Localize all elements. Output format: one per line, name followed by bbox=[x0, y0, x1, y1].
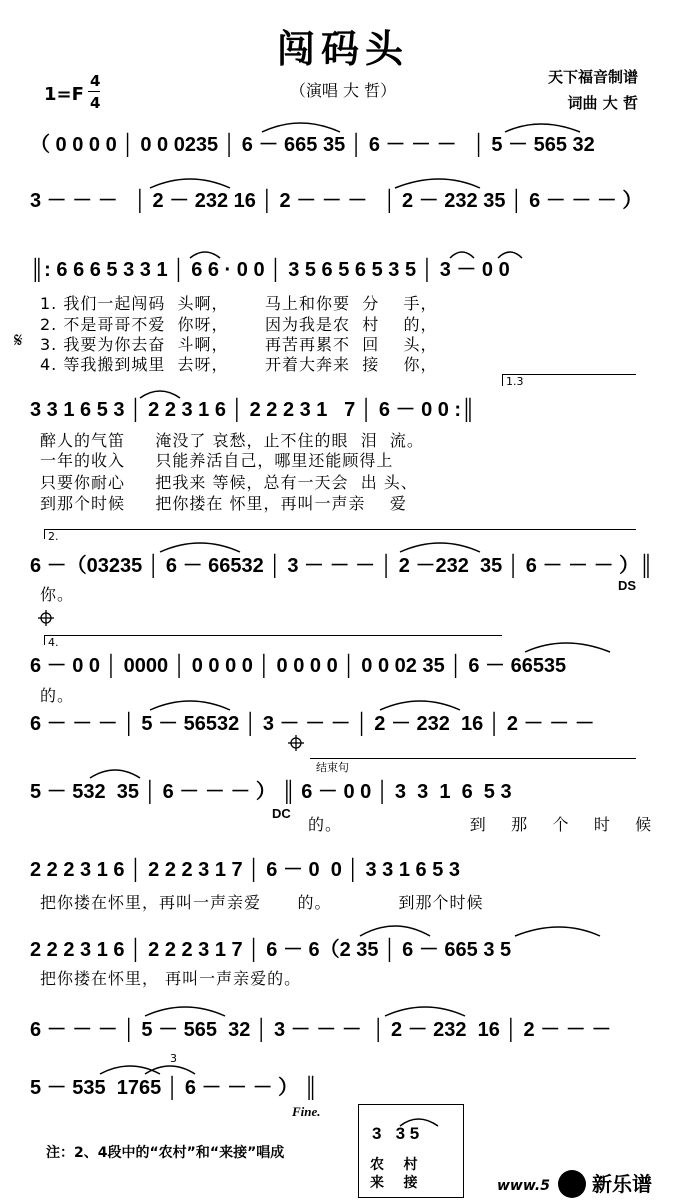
score-line-2: 3 － － － │ 2 － 232 16 │ 2 － － － │ 2 － 232 35 │ 6 － － － ） bbox=[30, 189, 643, 212]
performer-credit: （演唱 大 哲） bbox=[289, 81, 397, 100]
key-signature: 1=F bbox=[44, 84, 84, 105]
footnote-box-slur bbox=[396, 1112, 446, 1130]
verse-3-lyrics: 3. 我要为你去奋 斗啊， 再苦再累不 回 头， bbox=[40, 335, 438, 354]
meter-bottom: 4 bbox=[90, 94, 101, 112]
meter-top: 4 bbox=[90, 72, 101, 90]
score-line-5: 6 －（03235 │ 6 － 66532 │ 3 － － － │ 2 －232 35 │ 6 － － － ）║ bbox=[30, 554, 654, 577]
vinyl-icon bbox=[558, 1170, 586, 1198]
da-capo-mark: DC bbox=[272, 806, 291, 821]
verse-4-lyrics: 4. 等我搬到城里 去呀， 开着大奔来 接 你， bbox=[40, 355, 438, 374]
slurs-line-2 bbox=[0, 166, 686, 196]
composer-credit: 词曲 大 哲 bbox=[567, 94, 638, 112]
meter-divider bbox=[88, 91, 100, 92]
score-line-8: 5 － 532 35 │ 6 － － － ） ║ 6 － 0 0 │ 3 3 1 6 5 3 bbox=[30, 780, 512, 803]
score-line-7: 6 － － － │ 5 － 56532 │ 3 － － － │ 2 － 232 16 │ 2 － － － bbox=[30, 712, 595, 735]
song-title: 闯码头 bbox=[276, 27, 409, 71]
score-line-3: ║: 6 6 6 5 3 3 1 │ 6 6 · 0 0 │ 3 5 6 5 6 5 3 5 │ 3 － 0 0 bbox=[30, 258, 510, 281]
slurs-line-3 bbox=[0, 236, 686, 266]
coda-icon bbox=[38, 610, 54, 626]
volta-4-label: 4. bbox=[48, 636, 59, 649]
site-logo-text: 新乐谱 bbox=[592, 1172, 652, 1196]
slurs-line-12 bbox=[0, 1050, 686, 1080]
footnote-box-line2: 来 接 bbox=[370, 1175, 418, 1191]
lyric-line-10: 把你搂在怀里， 再叫一声亲爱的。 bbox=[40, 969, 302, 988]
score-line-12: 5 － 535 1765 │ 6 － － － ） ║ bbox=[30, 1076, 318, 1099]
coda-icon-2 bbox=[288, 735, 304, 751]
slurs-line-4 bbox=[0, 376, 686, 406]
footnote-text: 注：2、4段中的“农村”和“来接”唱成 bbox=[46, 1145, 285, 1161]
score-line-11: 6 － － － │ 5 － 565 32 │ 3 － － － │ 2 － 232 16 │ 2 － － － bbox=[30, 1018, 612, 1041]
lyric-line-8: 的。 到 那 个 时 候 bbox=[308, 815, 653, 834]
lyric-line-4c: 只要你耐心 把我来 等候，总有一天会 出 头、 bbox=[40, 473, 418, 492]
slurs-line-8 bbox=[0, 756, 686, 786]
score-line-6: 6 － 0 0 │ 0000 │ 0 0 0 0 │ 0 0 0 0 │ 0 0 02 35 │ 6 － 66535 bbox=[30, 654, 567, 677]
fine-mark: Fine. bbox=[292, 1104, 321, 1119]
producer-credit: 天下福音制谱 bbox=[547, 68, 638, 86]
lyric-line-4a: 醉人的气笛 淹没了 哀愁，止不住的眼 泪 流。 bbox=[40, 431, 424, 450]
slurs-line-1 bbox=[0, 110, 686, 140]
footnote-box-line1: 农 村 bbox=[370, 1157, 418, 1173]
lyric-line-9: 把你搂在怀里，再叫一声亲爱 的。 到那个时候 bbox=[40, 893, 484, 912]
slurs-line-7 bbox=[0, 688, 686, 718]
slurs-line-6 bbox=[0, 630, 686, 660]
footnote-box-notes: 3 3 5 bbox=[372, 1124, 420, 1143]
triplet-mark: 3 bbox=[170, 1052, 177, 1065]
score-line-10: 2 2 2 3 1 6 │ 2 2 2 3 1 7 │ 6 － 6（2 35 │ 6 － 665 3 5 bbox=[30, 938, 512, 961]
lyric-line-4b: 一年的收入 只能养活自己，哪里还能顾得上 bbox=[40, 451, 394, 470]
volta-1-3-label: 1.3 bbox=[506, 375, 524, 388]
slurs-line-11 bbox=[0, 994, 686, 1024]
score-line-4: 3 3 1 6 5 3 │ 2 2 3 1 6 │ 2 2 2 3 1 7 │ 6 － 0 0 :║ bbox=[30, 398, 476, 421]
dal-segno-mark: DS bbox=[618, 578, 637, 593]
lyric-line-4d: 到那个时候 把你搂在 怀里，再叫一声亲 爱 bbox=[40, 494, 407, 513]
watermark-url: www.5 bbox=[497, 1178, 550, 1194]
segno-icon: 𝄋 bbox=[14, 328, 23, 352]
score-line-1: （ 0 0 0 0 │ 0 0 0235 │ 6 － 665 35 │ 6 － － － │ 5 － 565 32 bbox=[30, 133, 595, 156]
score-line-9: 2 2 2 3 1 6 │ 2 2 2 3 1 7 │ 6 － 0 0 │ 3 3 1 6 5 3 bbox=[30, 858, 460, 881]
slurs-line-5 bbox=[0, 530, 686, 560]
verse-2-lyrics: 2. 不是哥哥不爱 你呀， 因为我是农 村 的， bbox=[40, 315, 438, 334]
ending-label: 结束句 bbox=[316, 761, 349, 774]
slurs-line-10 bbox=[0, 914, 686, 944]
verse-1-lyrics: 1. 我们一起闯码 头啊， 马上和你要 分 手， bbox=[40, 294, 438, 313]
volta-2-label: 2. bbox=[48, 530, 59, 543]
lyric-line-6: 的。 bbox=[40, 686, 75, 705]
lyric-line-5: 你。 bbox=[40, 585, 75, 604]
